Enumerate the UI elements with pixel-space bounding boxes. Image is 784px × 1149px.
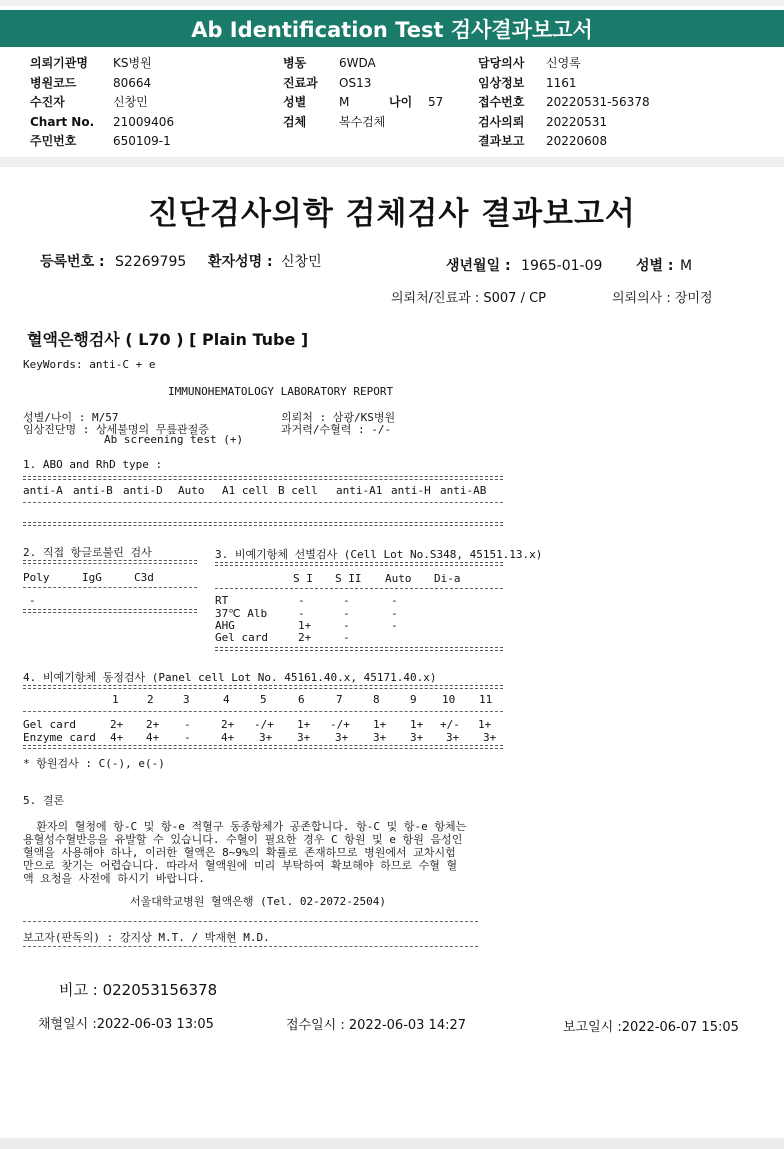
s5-title: 5. 결론 xyxy=(23,794,65,807)
s3-cell: - xyxy=(343,594,350,607)
value-ward: 6WDA xyxy=(339,56,376,70)
note-value: 022053156378 xyxy=(102,981,218,999)
dob-label: 생년월일 : xyxy=(446,258,511,274)
s4-header: 5 xyxy=(260,693,267,706)
s4-cell: -/+ xyxy=(330,718,350,731)
s4-cell: 3+ xyxy=(335,731,349,744)
s2-value: - xyxy=(29,594,36,607)
sex-label: 성별 : xyxy=(636,258,674,274)
conclusion-line: 환자의 혈청에 항-C 및 항-e 적혈구 동종항체가 공존합니다. 항-C 및 항-e 항체는 xyxy=(23,820,467,833)
s4-header: 9 xyxy=(410,693,417,706)
s4-cell: - xyxy=(184,731,191,744)
s4-cell: 2+ xyxy=(221,718,235,731)
value-patient: 신창민 xyxy=(113,95,148,109)
conclusion-line: 액 요청을 사전에 하시기 바랍니다. xyxy=(23,872,205,885)
note-line xyxy=(59,979,217,1000)
s4-cell: 4+ xyxy=(221,731,235,744)
value-dept: OS13 xyxy=(339,75,372,90)
s3-header: S I xyxy=(293,572,313,585)
s4-cell: 3+ xyxy=(373,731,387,744)
s4-cell: 1+ xyxy=(410,718,424,731)
value-report-date: 20220608 xyxy=(546,134,608,148)
s4-cell: 2+ xyxy=(146,718,160,731)
s3-cell: - xyxy=(391,607,398,620)
value-sex: M xyxy=(339,95,350,109)
dob-value: 1965-01-09 xyxy=(521,258,603,274)
report-datetime: 보고일시 :2022-06-07 15:05 xyxy=(563,1020,739,1035)
patient-name-value: 신창민 xyxy=(281,254,322,270)
s4-header: 8 xyxy=(373,693,380,706)
s4-cell: 1+ xyxy=(373,718,387,731)
clinical-diagnosis-2: Ab screening test (+) xyxy=(104,433,244,446)
reporter: 보고자(판독의) : 강지상 M.T. / 박재현 M.D. xyxy=(23,931,270,944)
value-age: 57 xyxy=(428,95,444,109)
s4-header: 2 xyxy=(147,693,154,706)
value-resident-no: 650109-1 xyxy=(113,134,171,148)
s4-cell: 3+ xyxy=(297,731,311,744)
reg-no-line xyxy=(40,251,186,271)
s4-header: 1 xyxy=(112,693,119,706)
s1-rule-top xyxy=(23,476,503,480)
s1-rule-bottom xyxy=(23,522,503,526)
value-clinical-info: 1161 xyxy=(546,75,577,90)
label-hospital-code: 병원코드 xyxy=(30,75,77,90)
dept-line: 의뢰처/진료과 : S007 / CP xyxy=(391,291,546,306)
transfusion-history: 과거력/수혈력 : -/- xyxy=(281,423,392,436)
label-dept: 진료과 xyxy=(283,75,318,90)
bottom-strip xyxy=(0,1138,784,1149)
report-title: 진단검사의학 검체검사 결과보고서 xyxy=(148,196,636,232)
conclusion-line: 만으로 찾기는 어렵습니다. 따라서 혈액원에 미리 부탁하여 확보해야 하므로 수혈 혈 xyxy=(23,859,458,872)
s3-header: S II xyxy=(335,572,362,585)
dob-line xyxy=(446,255,602,275)
s1-header: anti-A xyxy=(23,484,63,497)
s1-header: A1 cell xyxy=(222,484,269,497)
clinical-diagnosis: 임상진단명 : 상세불명의 무릎관절증 xyxy=(23,423,209,436)
s4-header: 4 xyxy=(223,693,230,706)
patient-name-line xyxy=(208,251,322,271)
s1-rule-mid xyxy=(23,502,503,503)
s2-rule-mid xyxy=(23,587,197,588)
s1-header: Auto xyxy=(178,484,205,497)
sex-age: 성별/나이 : M/57 xyxy=(23,411,119,424)
label-request-date: 검사의뢰 xyxy=(478,114,525,129)
label-age: 나이 xyxy=(389,95,413,109)
s3-cell: - xyxy=(298,607,305,620)
s3-row-label: 37℃ Alb xyxy=(215,607,268,620)
s4-cell: - xyxy=(184,718,191,731)
label-receipt-no: 접수번호 xyxy=(478,95,525,109)
s3-cell: - xyxy=(343,607,350,620)
conclusion-line: 용혈성수혈반응을 유발할 수 있습니다. 수혈이 필요한 경우 C 항원 및 e 항원 음성인 xyxy=(23,833,463,846)
section-title: 혈액은행검사 ( L70 ) [ Plain Tube ] xyxy=(27,330,309,349)
s3-cell: - xyxy=(343,631,350,644)
label-doctor: 담당의사 xyxy=(478,56,525,70)
s4-cell: 3+ xyxy=(483,731,497,744)
s4-cell: 3+ xyxy=(259,731,273,744)
s3-cell: 1+ xyxy=(298,619,312,632)
patient-name-label: 환자성명 : xyxy=(208,254,273,270)
referral: 의뢰처 : 삼광/KS병원 xyxy=(281,411,396,424)
s4-cell: -/+ xyxy=(254,718,274,731)
s4-row-label: Enzyme card xyxy=(23,731,96,744)
s4-cell: 3+ xyxy=(446,731,460,744)
s4-cell: 2+ xyxy=(110,718,124,731)
s4-rule-top xyxy=(23,685,503,689)
s2-header: IgG xyxy=(82,571,102,584)
s3-row-label: RT xyxy=(215,594,229,607)
s3-row-label: Gel card xyxy=(215,631,268,644)
s4-cell: 1+ xyxy=(478,718,492,731)
s3-header: Auto xyxy=(385,572,412,585)
note-label: 비고 : xyxy=(59,981,98,999)
s4-title: 4. 비예기항체 동정검사 (Panel cell Lot No. 45161.40.x, 45171.40.x) xyxy=(23,671,437,684)
s3-cell: - xyxy=(343,619,350,632)
s3-row-label: AHG xyxy=(215,619,235,632)
header-info xyxy=(0,54,784,154)
s3-rule-mid xyxy=(215,588,503,589)
reporter-rule-top xyxy=(23,921,478,922)
label-sex: 성별 xyxy=(283,95,307,109)
s2-rule-top xyxy=(23,560,197,564)
s1-title: 1. ABO and RhD type : xyxy=(23,458,163,471)
label-specimen: 검체 xyxy=(283,114,307,129)
value-chart-no: 21009406 xyxy=(113,114,175,129)
s2-rule-bottom xyxy=(23,609,197,613)
s4-rule-bottom xyxy=(23,745,503,749)
section-divider xyxy=(0,157,784,167)
s2-header: C3d xyxy=(134,571,154,584)
s3-header: Di-a xyxy=(434,572,461,585)
label-report-date: 결과보고 xyxy=(478,134,525,148)
s2-header: Poly xyxy=(23,571,50,584)
s4-header: 7 xyxy=(336,693,343,706)
s1-header: anti-A1 xyxy=(336,484,383,497)
s1-header: B cell xyxy=(278,484,318,497)
label-resident-no: 주민번호 xyxy=(30,134,77,148)
collect-datetime: 채혈일시 :2022-06-03 13:05 xyxy=(38,1017,214,1032)
receive-datetime: 접수일시 : 2022-06-03 14:27 xyxy=(286,1018,467,1033)
reg-no-value: S2269795 xyxy=(115,254,187,270)
label-clinical-info: 임상정보 xyxy=(478,75,525,90)
conclusion-text xyxy=(23,820,466,885)
s3-rule-bottom xyxy=(215,647,503,651)
conclusion-line: 혈액을 사용해야 하나, 이러한 혈액은 8~9%의 확률로 존재하므로 병원에서 교차시험 xyxy=(23,846,456,859)
s4-cell: 4+ xyxy=(146,731,160,744)
s2-title: 2. 직접 항글로불린 검사 xyxy=(23,546,152,559)
s4-cell: 3+ xyxy=(410,731,424,744)
s4-header: 10 xyxy=(442,693,456,706)
value-hospital: KS병원 xyxy=(113,56,152,70)
s3-cell: - xyxy=(391,619,398,632)
s3-rule-top xyxy=(215,562,503,566)
value-hospital-code: 80664 xyxy=(113,75,152,90)
s4-cell: +/- xyxy=(440,718,460,731)
report-banner xyxy=(0,10,784,47)
antigen-result: * 항원검사 : C(-), e(-) xyxy=(23,757,165,770)
keywords: KeyWords: anti-C + e xyxy=(23,358,156,371)
value-request-date: 20220531 xyxy=(546,114,608,129)
label-ward: 병동 xyxy=(283,56,307,70)
s4-header: 3 xyxy=(183,693,190,706)
s4-rule-mid xyxy=(23,711,503,712)
s3-cell: 2+ xyxy=(298,631,312,644)
label-hospital: 의뢰기관명 xyxy=(30,56,88,70)
s4-cell: 4+ xyxy=(110,731,124,744)
reporter-rule-bottom xyxy=(23,946,478,947)
sex-value: M xyxy=(679,258,693,274)
s1-header: anti-AB xyxy=(440,484,487,497)
s3-title: 3. 비예기항체 선별검사 (Cell Lot No.S348, 45151.13.x) xyxy=(215,548,543,561)
top-strip xyxy=(0,0,784,6)
doctor-line: 의뢰의사 : 장미정 xyxy=(612,291,713,306)
value-receipt-no: 20220531-56378 xyxy=(546,95,650,109)
label-patient: 수진자 xyxy=(30,95,65,109)
lab-title: IMMUNOHEMATOLOGY LABORATORY REPORT xyxy=(168,385,394,398)
sex-line xyxy=(636,255,692,275)
value-specimen: 복수검체 xyxy=(339,114,386,129)
label-chart-no: Chart No. xyxy=(30,114,95,129)
s1-header: anti-D xyxy=(123,484,163,497)
s4-header: 11 xyxy=(479,693,493,706)
s4-header: 6 xyxy=(298,693,305,706)
banner-title: Ab Identification Test 검사결과보고서 xyxy=(191,17,593,42)
s3-cell: - xyxy=(391,594,398,607)
s3-cell: - xyxy=(298,594,305,607)
s1-header: anti-B xyxy=(73,484,113,497)
reg-no-label: 등록번호 : xyxy=(40,254,105,270)
s4-row-label: Gel card xyxy=(23,718,76,731)
bloodbank-contact: 서울대학교병원 혈액은행 (Tel. 02-2072-2504) xyxy=(130,895,386,908)
s4-cell: 1+ xyxy=(297,718,311,731)
s1-header: anti-H xyxy=(391,484,431,497)
value-doctor: 신영록 xyxy=(546,56,581,70)
